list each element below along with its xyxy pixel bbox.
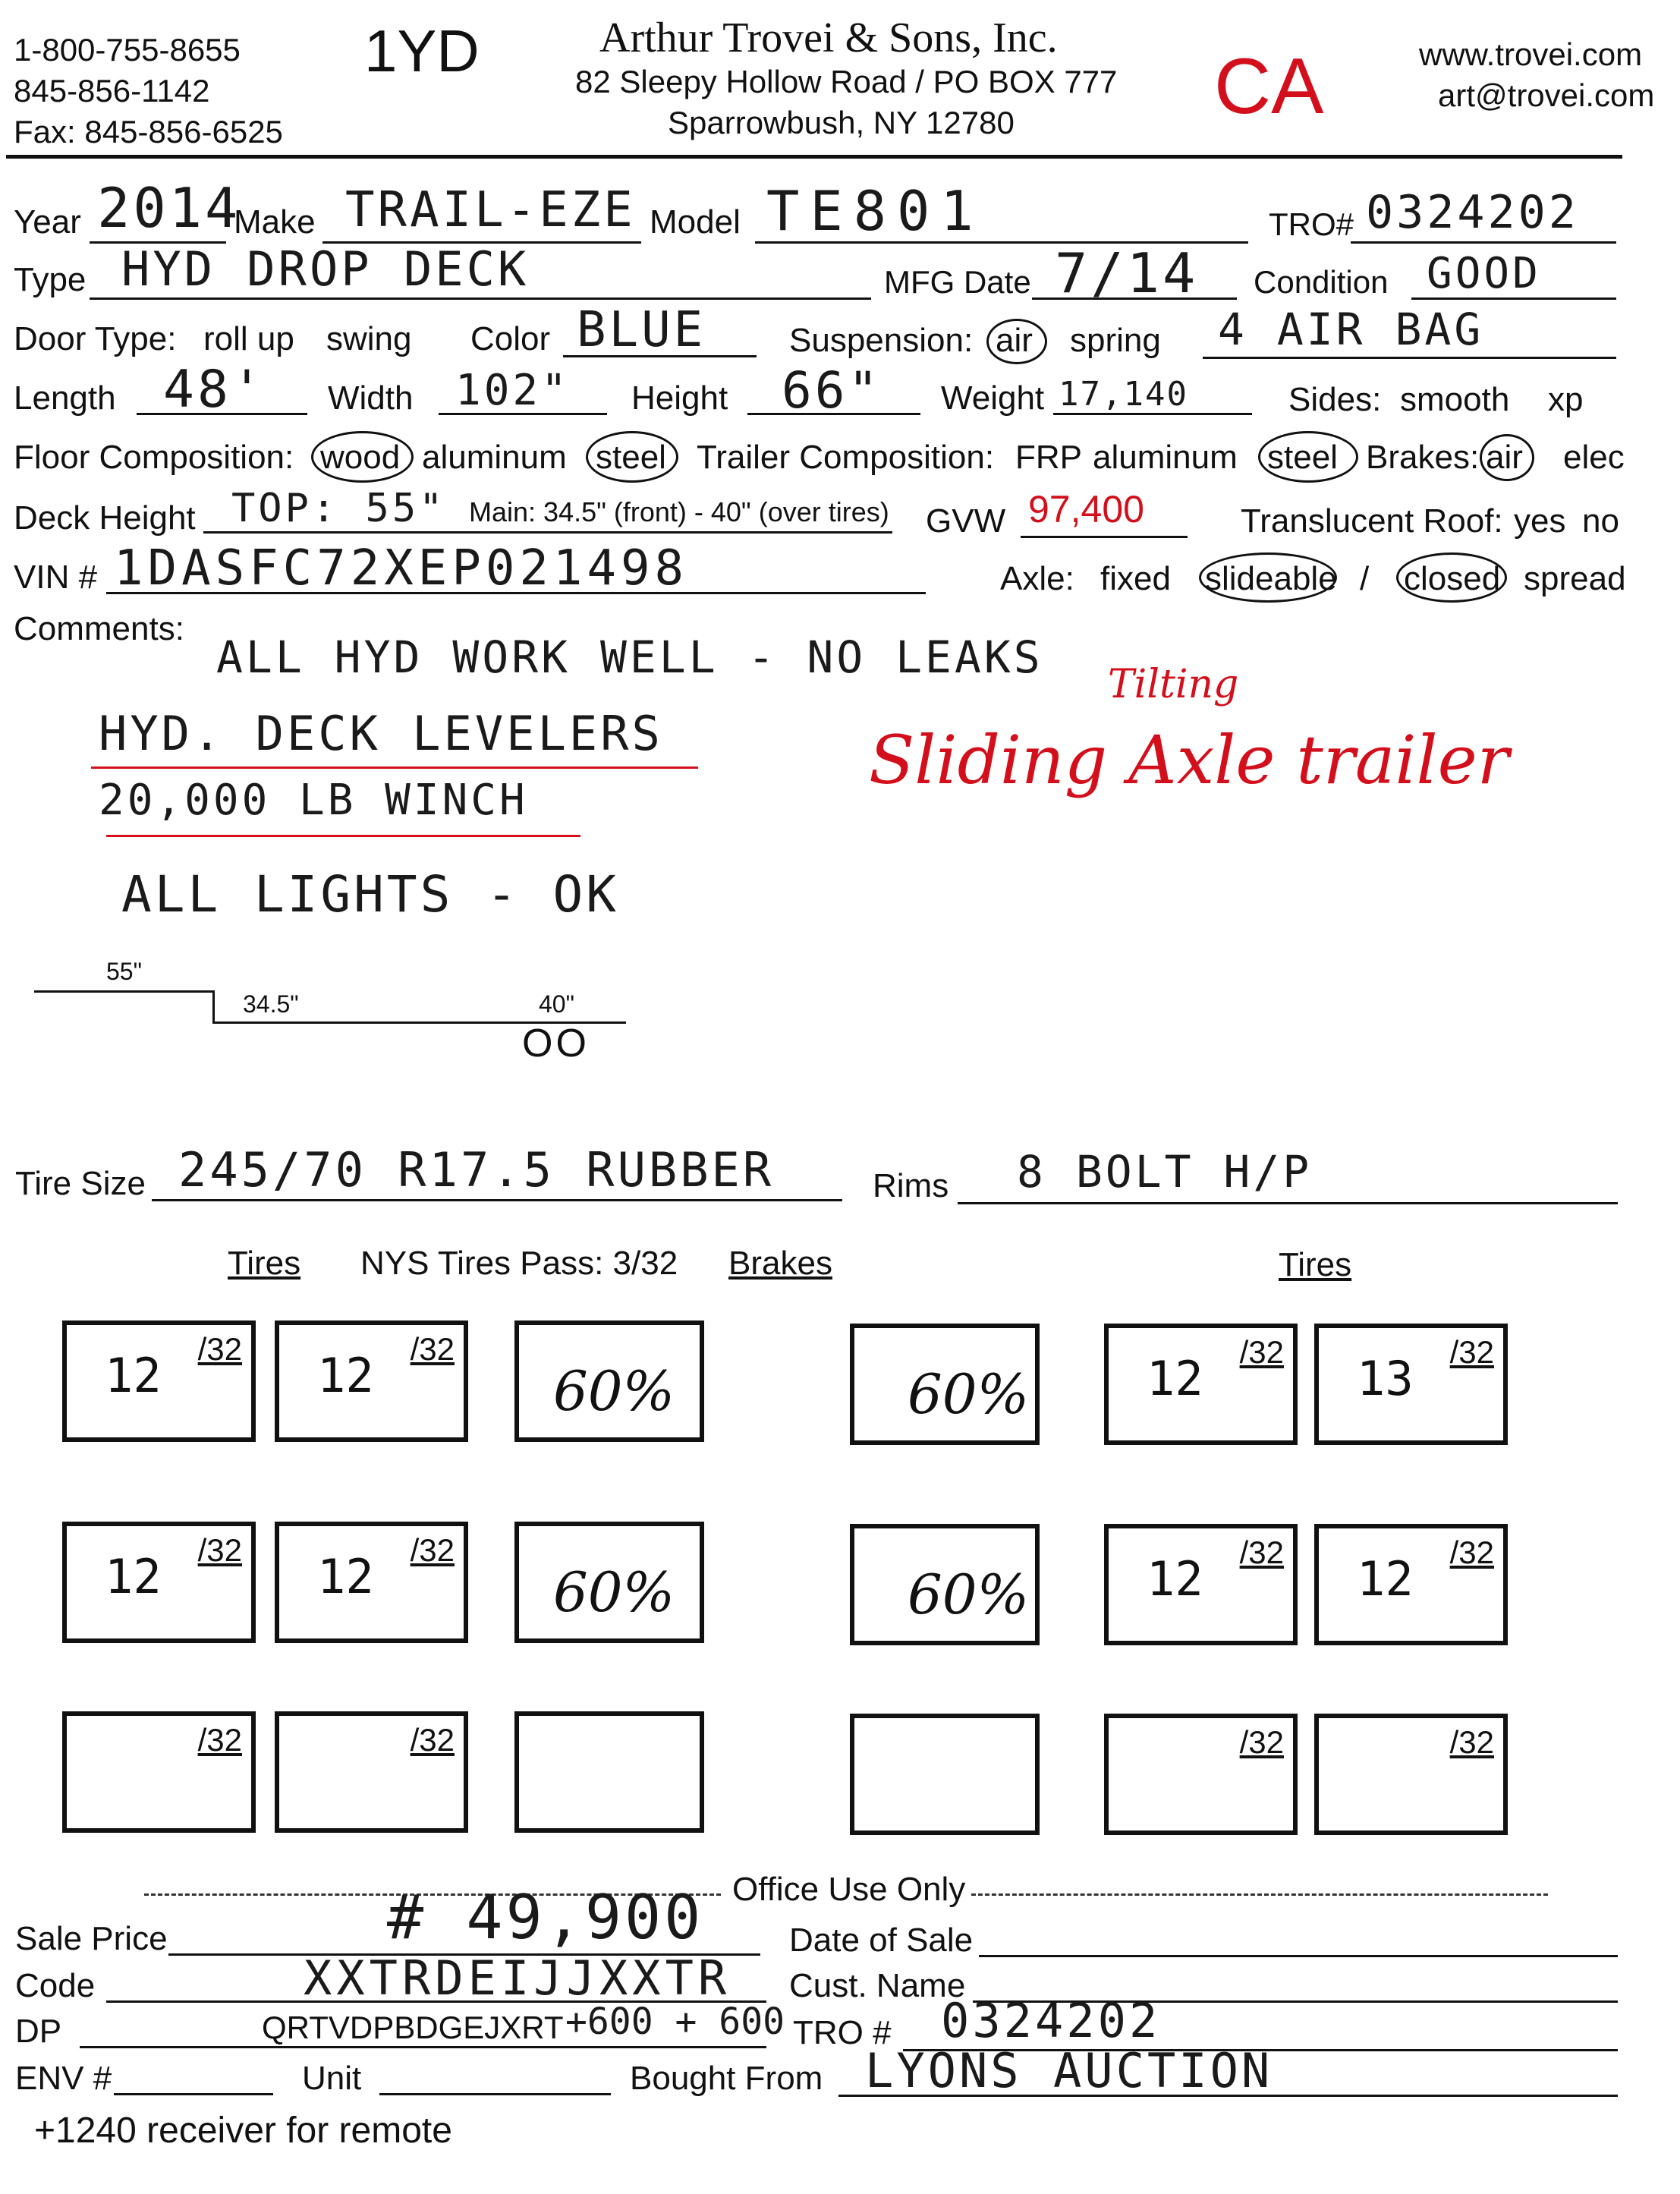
door-type-label: Door Type: — [14, 320, 177, 357]
tire-size-label: Tire Size — [15, 1165, 146, 1202]
sale-price-label: Sale Price — [15, 1920, 168, 1957]
comment-line-3-underline — [106, 835, 580, 837]
mfg-value: 7/14 — [1055, 241, 1199, 305]
roof-opt-yes: yes — [1514, 502, 1566, 540]
tires-heading-right: Tires — [1279, 1246, 1352, 1283]
office-tro-value: 0324202 — [941, 1993, 1161, 2048]
stamp-code: 1YD — [364, 17, 480, 84]
nys-pass-note: NYS Tires Pass: 3/32 — [360, 1245, 678, 1282]
red-note-sliding: Sliding Axle trailer — [869, 721, 1509, 799]
year-label: Year — [14, 203, 81, 241]
brakes-heading: Brakes — [728, 1245, 832, 1282]
length-value: 48' — [163, 360, 266, 420]
comment-line-3: 20,000 LB WINCH — [99, 776, 528, 825]
fraction-label: /32 — [1449, 1334, 1494, 1370]
deck-height-label: Deck Height — [14, 499, 196, 537]
gvw-label: GVW — [926, 502, 1006, 540]
tires-heading-left: Tires — [228, 1245, 301, 1282]
floor-label: Floor Composition: — [14, 439, 294, 476]
diagram-step — [212, 990, 215, 1022]
tire-box-left-inner-2 — [275, 1522, 468, 1643]
fax: Fax: 845-856-6525 — [14, 114, 283, 150]
gvw-value: 97,400 — [1028, 488, 1144, 530]
type-line — [90, 297, 871, 300]
tread-depth: 12 — [317, 1549, 374, 1604]
tro-line — [1351, 241, 1616, 244]
tire-box-right-outer-2 — [1314, 1524, 1508, 1645]
bought-from-label: Bought From — [630, 2060, 823, 2097]
length-label: Length — [14, 379, 116, 417]
axle-separator: / — [1360, 560, 1370, 597]
tire-box-right-outer-1 — [1314, 1324, 1508, 1445]
tro-value: 0324202 — [1366, 186, 1579, 239]
brake-box-right-1 — [850, 1324, 1040, 1445]
color-label: Color — [470, 320, 551, 357]
brake-percent: 60% — [553, 1560, 675, 1624]
tread-depth: 12 — [105, 1549, 162, 1604]
sides-label: Sides: — [1288, 381, 1382, 418]
env-label: ENV # — [15, 2060, 112, 2097]
fraction-label: /32 — [410, 1722, 455, 1758]
deck-height-line — [203, 531, 892, 534]
phone-1: 1-800-755-8655 — [14, 32, 241, 68]
cust-name-label: Cust. Name — [789, 1967, 966, 2004]
make-label: Make — [234, 203, 316, 241]
vin-value: 1DASFC72XEP021498 — [114, 540, 689, 597]
tread-depth: 12 — [105, 1348, 162, 1403]
fraction-label: /32 — [410, 1331, 455, 1367]
tro-label: TRO# — [1269, 206, 1354, 242]
floor-opt-steel: steel — [596, 439, 666, 476]
bought-from-value: LYONS AUCTION — [865, 2043, 1273, 2098]
model-value: TE801 — [766, 179, 984, 243]
door-opt-swing: swing — [326, 320, 412, 357]
tire-box-left-outer-3 — [62, 1711, 256, 1833]
fraction-label: /32 — [197, 1722, 242, 1758]
diagram-front-label: 34.5" — [243, 990, 299, 1018]
unit-label: Unit — [302, 2060, 362, 2097]
brake-box-left-1 — [514, 1320, 704, 1442]
tc-opt-aluminum: aluminum — [1093, 439, 1238, 476]
fraction-label: /32 — [197, 1532, 242, 1568]
tc-opt-steel: steel — [1267, 439, 1338, 476]
tire-box-left-inner-1 — [275, 1320, 468, 1442]
sides-opt-smooth: smooth — [1400, 381, 1510, 418]
floor-opt-aluminum: aluminum — [422, 439, 567, 476]
diagram-wheels: OO — [522, 1021, 590, 1066]
suspension-label: Suspension: — [789, 322, 974, 359]
vin-label: VIN # — [14, 559, 98, 596]
rims-line — [958, 1202, 1618, 1204]
comment-line-4: ALL LIGHTS - OK — [121, 865, 620, 924]
diagram-upper-deck — [34, 990, 215, 993]
axle-label: Axle: — [1000, 560, 1074, 597]
tread-depth: 12 — [1147, 1551, 1203, 1607]
fraction-label: /32 — [410, 1532, 455, 1568]
tire-box-left-outer-1 — [62, 1320, 256, 1442]
brake-box-left-3 — [514, 1711, 704, 1833]
brake-box-right-3 — [850, 1714, 1040, 1835]
rims-value: 8 BOLT H/P — [1017, 1146, 1313, 1198]
fraction-label: /32 — [1239, 1724, 1284, 1760]
dp-handwritten: +600 + 600 — [565, 2000, 785, 2043]
width-line — [439, 413, 607, 415]
tire-box-left-inner-3 — [275, 1711, 468, 1833]
mfg-label: MFG Date — [884, 264, 1031, 300]
code-label: Code — [15, 1967, 96, 2004]
year-value: 2014 — [97, 176, 241, 240]
vin-line — [106, 592, 926, 594]
weight-label: Weight — [941, 379, 1045, 417]
tire-box-right-inner-2 — [1104, 1524, 1298, 1645]
mfg-line — [1032, 297, 1237, 300]
height-line — [747, 413, 920, 415]
brake-box-left-2 — [514, 1522, 704, 1643]
code-value: XXTRDEIJJXXTR — [304, 1950, 731, 2006]
weight-value: 17,140 — [1059, 375, 1188, 414]
date-of-sale-label: Date of Sale — [789, 1922, 974, 1959]
brakes-opt-air: air — [1486, 439, 1523, 476]
type-label: Type — [14, 261, 87, 298]
brake-percent: 60% — [553, 1359, 675, 1423]
company-address-1: 82 Sleepy Hollow Road / PO BOX 777 — [575, 64, 1118, 99]
comment-line-1: ALL HYD WORK WELL - NO LEAKS — [216, 631, 1043, 683]
office-banner: Office Use Only — [732, 1871, 966, 1908]
company-address-2: Sparrowbush, NY 12780 — [668, 105, 1015, 140]
brake-box-right-2 — [850, 1524, 1040, 1645]
bought-from-line — [838, 2095, 1618, 2097]
axle-opt-fixed: fixed — [1100, 560, 1171, 597]
comment-line-2: HYD. DECK LEVELERS — [99, 706, 663, 761]
tire-box-right-inner-1 — [1104, 1324, 1298, 1445]
diagram-rear-label: 40" — [539, 990, 574, 1018]
height-value: 66" — [782, 361, 882, 420]
condition-value: GOOD — [1427, 249, 1541, 298]
env-line — [114, 2093, 273, 2095]
suspension-note: 4 AIR BAG — [1218, 304, 1484, 355]
brake-percent: 60% — [908, 1362, 1030, 1426]
sale-price-value: # 49,900 — [387, 1882, 704, 1953]
tire-size-value: 245/70 R17.5 RUBBER — [178, 1142, 775, 1198]
height-label: Height — [631, 379, 728, 417]
diagram-top-label: 55" — [106, 958, 142, 985]
floor-opt-wood: wood — [320, 439, 401, 476]
roof-opt-no: no — [1582, 502, 1619, 540]
tread-depth: 13 — [1357, 1351, 1414, 1406]
email: art@trovei.com — [1438, 77, 1655, 113]
tire-box-right-outer-3 — [1314, 1714, 1508, 1835]
comments-label: Comments: — [14, 610, 184, 647]
fraction-label: /32 — [197, 1331, 242, 1367]
dp-printed: QRTVDPBDGEJXRT — [262, 2010, 564, 2045]
comment-line-2-underline — [91, 766, 698, 769]
gvw-line — [1021, 536, 1188, 538]
company-name: Arthur Trovei & Sons, Inc. — [599, 14, 1058, 61]
website: www.trovei.com — [1419, 36, 1643, 72]
trailer-comp-label: Trailer Composition: — [697, 439, 995, 476]
condition-label: Condition — [1254, 264, 1389, 300]
fraction-label: /32 — [1239, 1334, 1284, 1370]
axle-opt-spread: spread — [1524, 560, 1626, 597]
brakes-opt-elec: elec — [1563, 439, 1625, 476]
weight-line — [1053, 413, 1252, 415]
tire-size-line — [152, 1199, 842, 1201]
tread-depth: 12 — [1147, 1351, 1203, 1406]
width-label: Width — [328, 379, 414, 417]
fraction-label: /32 — [1449, 1535, 1494, 1570]
red-note-tilting: Tilting — [1108, 662, 1239, 707]
office-dash-right — [971, 1893, 1548, 1896]
state-mark: CA — [1214, 42, 1324, 131]
rims-label: Rims — [873, 1167, 949, 1204]
make-value: TRAIL-EZE — [345, 182, 636, 238]
condition-line — [1411, 297, 1616, 300]
brakes-label: Brakes: — [1366, 439, 1480, 476]
tire-box-left-outer-2 — [62, 1522, 256, 1643]
tread-depth: 12 — [1357, 1551, 1414, 1607]
deck-height-value: TOP: 55" — [231, 486, 446, 531]
type-value: HYD DROP DECK — [121, 241, 530, 297]
model-label: Model — [650, 203, 741, 241]
unit-line — [379, 2093, 611, 2095]
length-line — [137, 413, 307, 415]
dp-label: DP — [15, 2013, 62, 2050]
fraction-label: /32 — [1449, 1724, 1494, 1760]
color-value: BLUE — [577, 302, 706, 358]
phone-2: 845-856-1142 — [14, 73, 210, 109]
width-value: 102" — [455, 366, 570, 415]
deck-main-note: Main: 34.5" (front) - 40" (over tires) — [469, 496, 889, 527]
tread-depth: 12 — [317, 1348, 374, 1403]
office-tro-label: TRO # — [793, 2014, 892, 2051]
footer-note: +1240 receiver for remote — [34, 2111, 452, 2151]
sides-opt-xp: xp — [1548, 381, 1584, 418]
date-of-sale-line — [979, 1955, 1618, 1957]
susp-opt-air: air — [996, 322, 1033, 359]
header-rule — [6, 155, 1622, 159]
susp-opt-spring: spring — [1070, 322, 1161, 359]
tc-opt-frp: FRP — [1015, 439, 1082, 476]
door-opt-rollup: roll up — [203, 320, 294, 357]
roof-label: Translucent Roof: — [1241, 502, 1503, 540]
suspension-line — [1203, 357, 1616, 359]
color-line — [563, 355, 757, 357]
tire-box-right-inner-3 — [1104, 1714, 1298, 1835]
fraction-label: /32 — [1239, 1535, 1284, 1570]
brake-percent: 60% — [908, 1563, 1030, 1626]
axle-opt-slideable: slideable — [1205, 560, 1337, 597]
axle-opt-closed: closed — [1404, 560, 1501, 597]
dp-line — [80, 2046, 766, 2048]
